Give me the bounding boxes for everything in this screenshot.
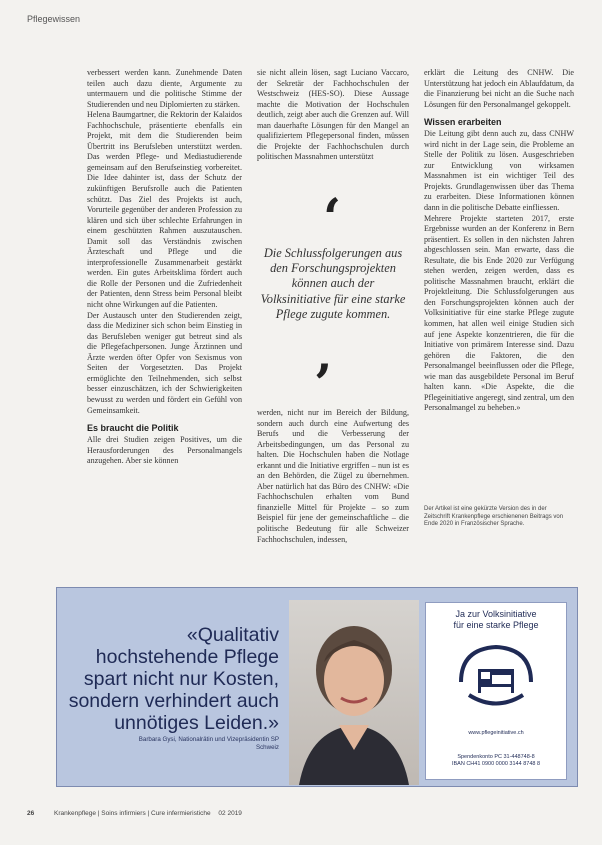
ad-quote: «Qualitativ hochstehende Pflege spart nicht nur Kosten, sondern verhindert auch unnötiges Leiden.» [68,624,279,734]
bank-account: Spendenkonto PC 31-448748-8 [457,754,535,760]
hands-bed-icon [451,637,541,717]
section-header: Pflegewissen [27,14,81,24]
ad-author: Barbara Gysi, Nationalrätin und Vizepräsidentin SP Schweiz [138,736,279,751]
paragraph: sie nicht allein lösen, sagt Luciano Vaccaro, der Sekretär der Fachhochschulen der Westschweiz (HES-SO). Diese Aussage machte die Motivation der Hochschulen deutlich, zeigt aber auch die Grenzen auf. Will man dauerhafte Lösungen für den Mangel an qualifiziertem Pflegepersonal finden, müssen die Projekte der Fachhochschulen durch politischen Massnahmen unterstützt [257,68,409,162]
paragraph: Der Austausch unter den Studierenden zeigt, dass die Mediziner sich schon beim Einstieg in das Berufsleben weniger gut betreut sind als die Pflegefachpersonen. Junge Ärztinnen und Ärzte werden öfter Opfer von Sexismus von Seiten der Vorgesetzten. Das Projekt ermöglichte den Teilnehmenden, sich selbst besser einzuschätzen, ich der Schwierigkeiten bewusst zu werden und fördert ein Gefühl von Gemeinsamkeit. [87,310,242,415]
initiative-title-line-2: für eine starke Pflege [453,620,539,630]
paragraph: Mehrere Projekte starteten 2017, erste Ergebnisse wurden an der Konferenz in Bern präsentiert. Es sollen in den nächsten Jahren abgeschlossen sein. Man erwarte, dass die Resultate, die bis Ende 2020 zur Verfügung stehen werden, zeigen werden, dass es politische Massnahmen braucht, erklärt die Projektleitung. Die Schlussfolgerungen aus den Forschungsprojekten können auch der Volksinitiative für eine starke Pflege zugute kommen, hat allen weil einige Studien sich auf jene Aspekte konzentrieren, die für die Initiative von primärem Interesse sind. Dazu gehören die Faktoren, die den Personalmangel beeinflussen oder die Pflege, wie man das ausgebildete Personal im Beruf halten kann. «Die Aspekte, die die Pflegeinitiative angeregt, sind zentral, um den Personalmangel zu beheben.» [424,213,574,413]
paragraph: Die Leitung gibt denn auch zu, dass CNHW wird nicht in der Lage sein, die Probleme an Stelle der Politik zu lösen. Ausgeschrieben zur Entwicklung von wirksamen Massnahmen ist ein wichtiger Teil des Projekts. Grundlagenwissen über das Thema zu erarbeiten. Diese Informationen können dann in die politische Debatte einfliessen. [424,129,574,213]
page-footer [27,810,242,817]
initiative-title [426,609,566,631]
quote-close-icon: ’ [314,354,333,415]
article-column-1 [87,68,242,467]
initiative-url[interactable]: www.pflegeinitiative.ch [468,730,524,736]
subheading-politik: Es braucht die Politik [87,423,179,434]
paragraph: Alle drei Studien zeigen Positives, um die Herausforderungen des Personalmangels anzugehen. Aber sie können [87,435,242,466]
paragraph: werden, nicht nur im Bereich der Bildung, sondern auch durch eine Aufwertung des Berufs und die Verbesserung der Arbeitsbedingungen, um das Personal zu halten. Die Hochschulen haben die Notlage erkannt und die Initiative ergriffen – nun ist es an den Behörden, die Zügel zu übernehmen. Aber natürlich hat das Büro des CNHW: «Die Fachhochschulen erhalten vom Bund finanzielle Mittel für Projekte – so zum Beispiel für jene der gemeinschaftliche – die politische Bedeutung für alle Schweizer Fachhochschulen, indessen, [257,408,409,544]
article-footnote: Der Artikel ist eine gekürzte Version des in der Zeitschrift Krankenpflege erschienenen Beitrags von Ende 2020 in Französischer Sprache. [424,506,564,527]
pull-quote: Die Schlussfolgerungen aus den Forschungsprojekten können auch der Volksinitiative für eine starke Pflege zugute kommen. [260,246,406,321]
paragraph: Helena Baumgartner, die Rektorin der Kalaidos Fachhochschule, präsentierte ebenfalls ein Projekt, mit dem die Studierenden beim Übertritt ins Berufsleben unterstützt werden. Das werden Pflege- und Mediastudierende gemeinsam auf den Berufseinstieg vorbereitet. Die Idee dahinter ist, dass der Schutz der zukünftigen Berufsrolle auch die Patienten schützt. Das Ziel des Projekts ist auch, Vorurteile gegenüber der anderen Profession zu klären und sich über schlechte Erfahrungen in einem geschützten Rahmen auszutauschen. Damit soll das Verständnis zwischen Ärzteschaft und Pflege und die interprofessionelle Zusammenarbeit gestärkt werden. Ein gutes Arbeitsklima fördert auch die Rolle der Personen und die Zufriedenheit der Patienten, denn Stress beim Personal bleibt nicht ohne Wirkungen auf die Patienten. [87,110,242,310]
portrait-illustration [289,600,419,785]
bank-details [426,754,566,768]
initiative-title-line-1: Ja zur Volksinitiative [455,609,537,619]
advertisement-banner [56,587,578,787]
publication-name: Krankenpflege | Soins infirmiers | Cure infermieristiche [54,810,211,817]
initiative-logo [426,637,566,722]
initiative-box [425,602,567,780]
issue-number: 02 2019 [218,810,242,817]
article-column-2 [257,68,409,163]
paragraph: verbessert werden kann. Zunehmende Daten teilen auch dazu diente, Argumente zu untermauern und die politische Stimme der Studierenden und neu Diplomierten zu stärken. [87,68,242,109]
page-number: 26 [27,810,35,817]
bank-iban: IBAN CH41 0900 0000 3144 8748 8 [451,761,541,767]
paragraph: erklärt die Leitung des CNHW. Die Unterstützung hat jedoch ein Ablaufdatum, da die Finanzierung bei nicht an die Suche nach Lösungen für den Personalmangel gekoppelt. [424,68,574,109]
portrait-photo [289,600,419,785]
quote-open-icon: ‘ [323,188,342,249]
subheading-wissen: Wissen erarbeiten [424,117,502,128]
article-column-3 [424,68,574,414]
article-column-2-lower [257,408,409,545]
